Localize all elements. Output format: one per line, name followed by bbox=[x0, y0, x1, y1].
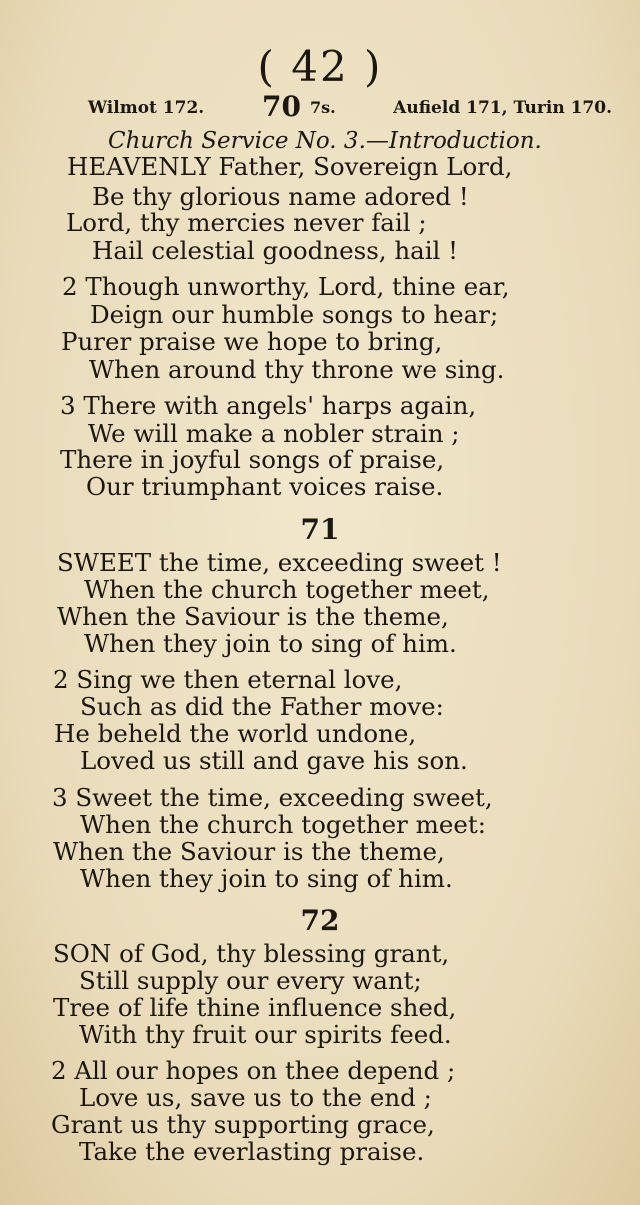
verse-line: When the Saviour is the theme, bbox=[53, 837, 445, 866]
verse-line: 2 Though unworthy, Lord, thine ear, bbox=[62, 272, 510, 301]
hymn-number-71: 71 bbox=[300, 513, 340, 546]
verse-line: Deign our humble songs to hear; bbox=[90, 300, 499, 329]
verse-line: With thy fruit our spirits feed. bbox=[79, 1020, 452, 1049]
verse-line: SON of God, thy blessing grant, bbox=[53, 939, 450, 968]
verse-line: When around thy throne we sing. bbox=[89, 355, 505, 384]
verse-line: When the Saviour is the theme, bbox=[57, 602, 449, 631]
verse-line: Our triumphant voices raise. bbox=[86, 472, 444, 501]
verse-line: 3 There with angels' harps again, bbox=[60, 391, 477, 420]
verse-line: There in joyful songs of praise, bbox=[60, 445, 445, 474]
hymn-subtitle: Church Service No. 3.—Introduction. bbox=[108, 128, 542, 154]
verse-line: 3 Sweet the time, exceeding sweet, bbox=[52, 783, 493, 812]
hymn-number-72: 72 bbox=[300, 904, 340, 937]
verse-line: Still supply our every want; bbox=[79, 966, 422, 995]
verse-line: SWEET the time, exceeding sweet ! bbox=[57, 548, 502, 577]
verse-line: Hail celestial goodness, hail ! bbox=[92, 236, 459, 265]
verse-line: When they join to sing of him. bbox=[80, 864, 453, 893]
verse-line: Tree of life thine influence shed, bbox=[53, 993, 457, 1022]
verse-line: 2 Sing we then eternal love, bbox=[53, 665, 403, 694]
hymn-header bbox=[88, 90, 612, 124]
verse-line: 2 All our hopes on thee depend ; bbox=[51, 1056, 456, 1085]
verse-line: Love us, save us to the end ; bbox=[79, 1083, 432, 1112]
verse-line: He beheld the world undone, bbox=[54, 719, 417, 748]
verse-line: Lord, thy mercies never fail ; bbox=[66, 208, 427, 237]
verse-line: When the church together meet, bbox=[84, 575, 490, 604]
tune-left: Wilmot 172. bbox=[88, 98, 205, 118]
tune-right: Aufield 171, Turin 170. bbox=[393, 98, 612, 118]
verse-line: Purer praise we hope to bring, bbox=[61, 327, 443, 356]
verse-line: Such as did the Father move: bbox=[80, 692, 444, 721]
verse-line: Grant us thy supporting grace, bbox=[51, 1110, 435, 1139]
verse-line: Loved us still and gave his son. bbox=[80, 746, 468, 775]
hymn-number-70: 70 bbox=[262, 90, 301, 123]
verse-line: We will make a nobler strain ; bbox=[88, 419, 460, 448]
verse-line: Be thy glorious name adored ! bbox=[92, 182, 469, 211]
verse-line: HEAVENLY Father, Sovereign Lord, bbox=[67, 152, 513, 181]
page-number: ( 42 ) bbox=[257, 42, 383, 91]
verse-line: When they join to sing of him. bbox=[84, 629, 457, 658]
meter: 7s. bbox=[310, 98, 336, 117]
verse-line: When the church together meet: bbox=[80, 810, 486, 839]
verse-line: Take the everlasting praise. bbox=[79, 1137, 425, 1166]
